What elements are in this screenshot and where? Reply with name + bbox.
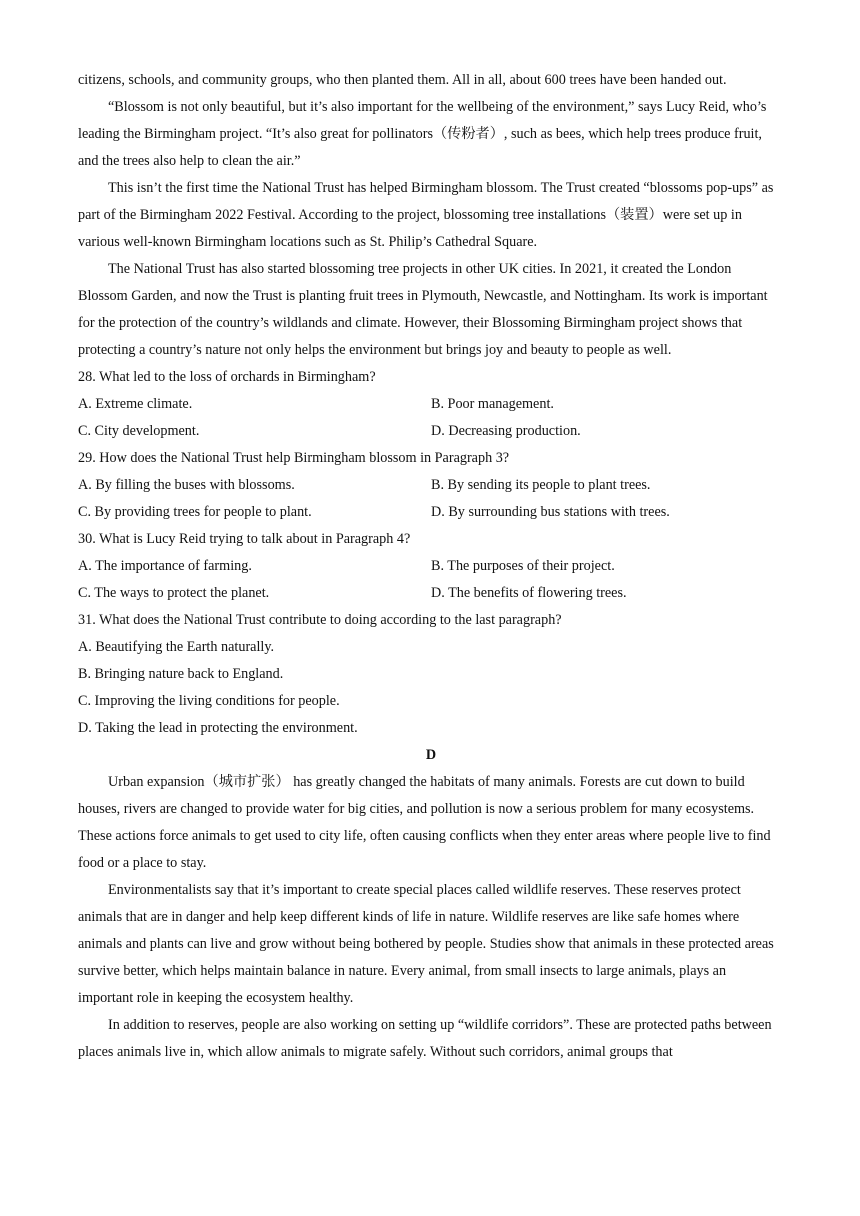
option-a: A. By filling the buses with blossoms. <box>78 477 295 493</box>
option-b: B. The purposes of their project. <box>431 558 615 574</box>
option-b: B. Poor management. <box>431 396 554 412</box>
option-d: D. By surrounding bus stations with trees. <box>431 504 670 520</box>
option-a: A. Beautifying the Earth naturally. <box>78 639 275 655</box>
section-d-title: D <box>425 747 437 763</box>
passage-c-paragraph-continued: citizens, schools, and community groups, who then planted them. All in all, about 600 trees have been handed out. <box>78 72 727 88</box>
option-b: B. By sending its people to plant trees. <box>431 477 651 493</box>
question-29 <box>78 445 784 526</box>
option-a: A. Extreme climate. <box>78 396 193 412</box>
option-d: D. The benefits of flowering trees. <box>431 585 627 601</box>
question-stem: 29. How does the National Trust help Birmingham blossom in Paragraph 3? <box>78 450 510 466</box>
option-d: D. Decreasing production. <box>431 423 581 439</box>
option-c: C. By providing trees for people to plant. <box>78 504 312 520</box>
question-31 <box>78 607 784 742</box>
question-30 <box>78 526 784 607</box>
option-c: C. City development. <box>78 423 200 439</box>
option-c: C. The ways to protect the planet. <box>78 585 270 601</box>
passage-d-paragraph-2: Environmentalists say that it’s important to create special places called wildlife reserves. These reserves protect animals that are in danger and help keep different kinds of life in nature. Wildlife reserves are like safe homes where animals and plants can live and grow without being bothered by people. Studies show that animals in these protected areas survive better, which helps maintain balance in nature. Every animal, from small insects to large animals, plays an important role in keeping the ecosystem healthy. <box>78 882 774 1006</box>
option-c: C. Improving the living conditions for people. <box>78 693 340 709</box>
passage-c-paragraph-history: This isn’t the first time the National Trust has helped Birmingham blossom. The Trust created “blossoms pop-ups” as part of the Birmingham 2022 Festival. According to the project, blossoming tree installations（装置）were set up in various well-known Birmingham locations such as St. Philip’s Cathedral Square. <box>78 180 774 250</box>
option-d: D. Taking the lead in protecting the environment. <box>78 720 358 736</box>
question-stem: 28. What led to the loss of orchards in Birmingham? <box>78 369 376 385</box>
passage-d-paragraph-1: Urban expansion（城市扩张） has greatly changed the habitats of many animals. Forests are cut down to build houses, rivers are changed to provide water for big cities, and pollution is now a serious problem for many ecosystems. These actions force animals to get used to city life, often causing conflicts when they enter areas where people live to find food or a place to stay. <box>78 774 771 871</box>
passage-d-paragraph-3: In addition to reserves, people are also working on setting up “wildlife corridors”. These are protected paths between places animals live in, which allow animals to migrate safely. Without such corridors, animal groups that <box>78 1017 772 1060</box>
question-stem: 31. What does the National Trust contribute to doing according to the last paragraph? <box>78 612 562 628</box>
passage-c-paragraph-quote: “Blossom is not only beautiful, but it’s also important for the wellbeing of the environment,” says Lucy Reid, who’s leading the Birmingham project. “It’s also great for pollinators（传粉者）, such as bees, which help trees produce fruit, and the trees also help to clean the air.” <box>78 99 767 169</box>
question-stem: 30. What is Lucy Reid trying to talk about in Paragraph 4? <box>78 531 411 547</box>
passage-c-paragraph-other-cities: The National Trust has also started blossoming tree projects in other UK cities. In 2021, it created the London Blossom Garden, and now the Trust is planting fruit trees in Plymouth, Newcastle, and Nottingham. Its work is important for the protection of the country’s wildlands and climate. However, their Blossoming Birmingham project shows that protecting a country’s nature not only helps the environment but brings joy and beauty to people as well. <box>78 261 768 358</box>
option-a: A. The importance of farming. <box>78 558 252 574</box>
question-28 <box>78 364 784 445</box>
option-b: B. Bringing nature back to England. <box>78 666 284 682</box>
